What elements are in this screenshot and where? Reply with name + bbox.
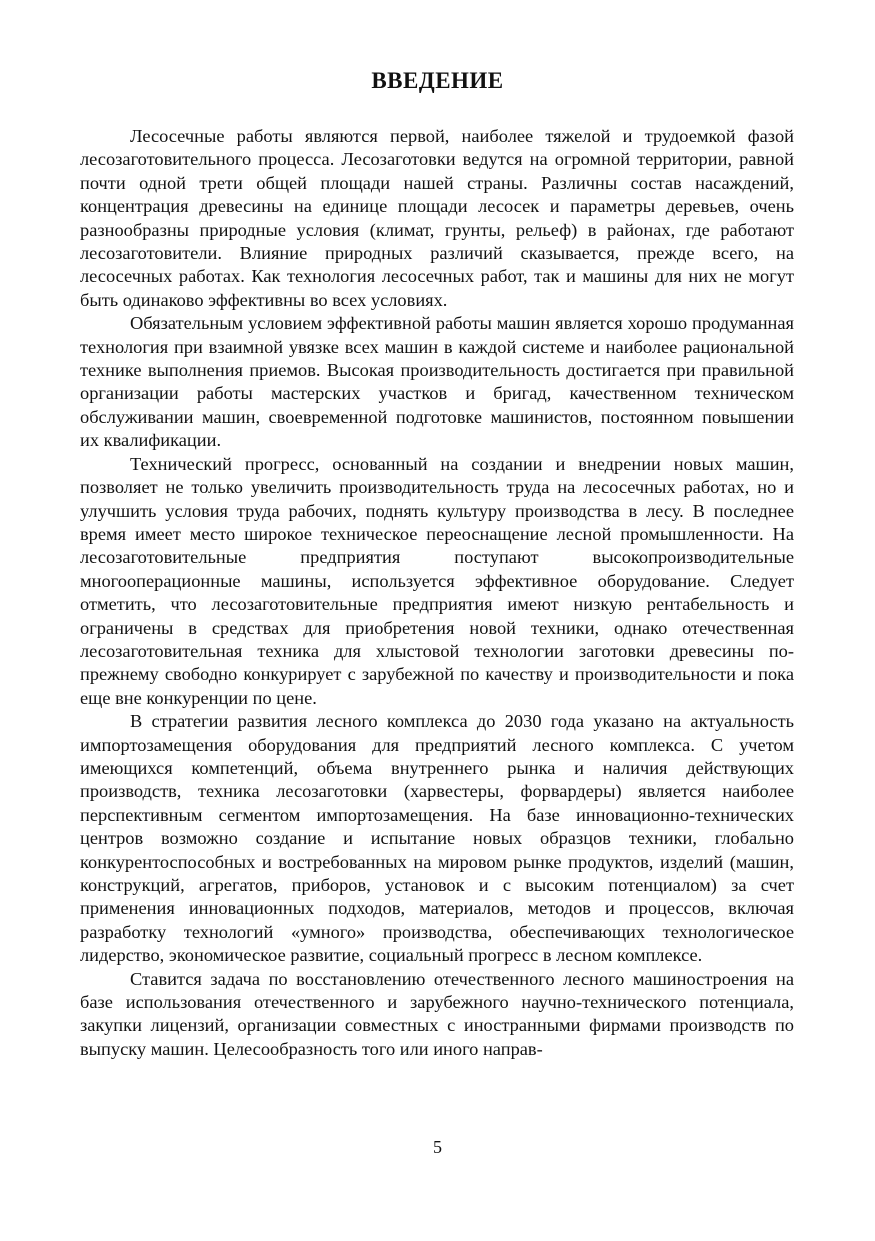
page-title: ВВЕДЕНИЕ xyxy=(371,68,504,93)
body-text xyxy=(80,125,794,1061)
paragraph-2: Обязательным условием эффективной работы машин является хорошо продуманная технология при взаимной увязке всех машин в каждой системе и наиболее рациональной технике выполнения приемов. Высокая производительность достигается при правильной организации работы мастерских участков и бригад, качественном техническом обслуживании машин, своевременной подготовке машинистов, постоянном повышении их квалификации. xyxy=(80,313,794,451)
paragraph-3: Технический прогресс, основанный на создании и внедрении новых машин, позволяет не только увеличить производительность труда на лесосечных работах, но и улучшить условия труда рабочих, поднять культуру производства в лесу. В последнее время имеет место широкое техническое переоснащение лесной промышленности. На лесозаготовительные предприятия поступают высокопроизводительные многооперационные машины, используется эффективное оборудование. Следует отметить, что лесозаготовительные предприятия имеют низкую рентабельность и ограничены в средствах для приобретения новой техники, однако отечественная лесозаготовительная техника для хлыстовой технологии заготовки древесины по-прежнему свободно конкурирует с зарубежной по качеству и производительности и пока еще вне конкуренции по цене. xyxy=(80,453,794,708)
paragraph-4: В стратегии развития лесного комплекса до 2030 года указано на актуальность импортозамещения оборудования для предприятий лесного комплекса. С учетом имеющихся компетенций, объема внутреннего рынка и наличия действующих производств, техника лесозаготовки (харвестеры, форвардеры) является наиболее перспективным сегментом импортозамещения. На базе инновационно-технических центров возможно создание и испытание новых образцов техники, глобально конкурентоспособных и востребованных на мировом рынке продуктов, изделий (машин, конструкций, агрегатов, приборов, установок и с высоким потенциалом) за счет применения инновационных подходов, материалов, методов и процессов, включая разработку технологий «умного» производства, обеспечивающих технологическое лидерство, экономическое развитие, социальный прогресс в лесном комплексе. xyxy=(80,711,794,966)
paragraph-1: Лесосечные работы являются первой, наиболее тяжелой и трудоемкой фазой лесозаготовительного процесса. Лесозаготовки ведутся на огромной территории, равной почти одной трети общей площади нашей страны. Различны состав насаждений, концентрация древесины на единице площади лесосек и параметры деревьев, очень разнообразны природные условия (климат, грунты, рельеф) в районах, где работают лесозаготовители. Влияние природных различий сказывается, прежде всего, на лесосечных работах. Как технология лесосечных работ, так и машины для них не могут быть одинаково эффективны во всех условиях. xyxy=(80,126,794,310)
paragraph-5: Ставится задача по восстановлению отечественного лесного машиностроения на базе использования отечественного и зарубежного научно-технического потенциала, закупки лицензий, организации совместных с иностранными фирмами производств по выпуску машин. Целесообразность того или иного направ- xyxy=(80,968,794,1059)
page-number: 5 xyxy=(433,1137,442,1157)
